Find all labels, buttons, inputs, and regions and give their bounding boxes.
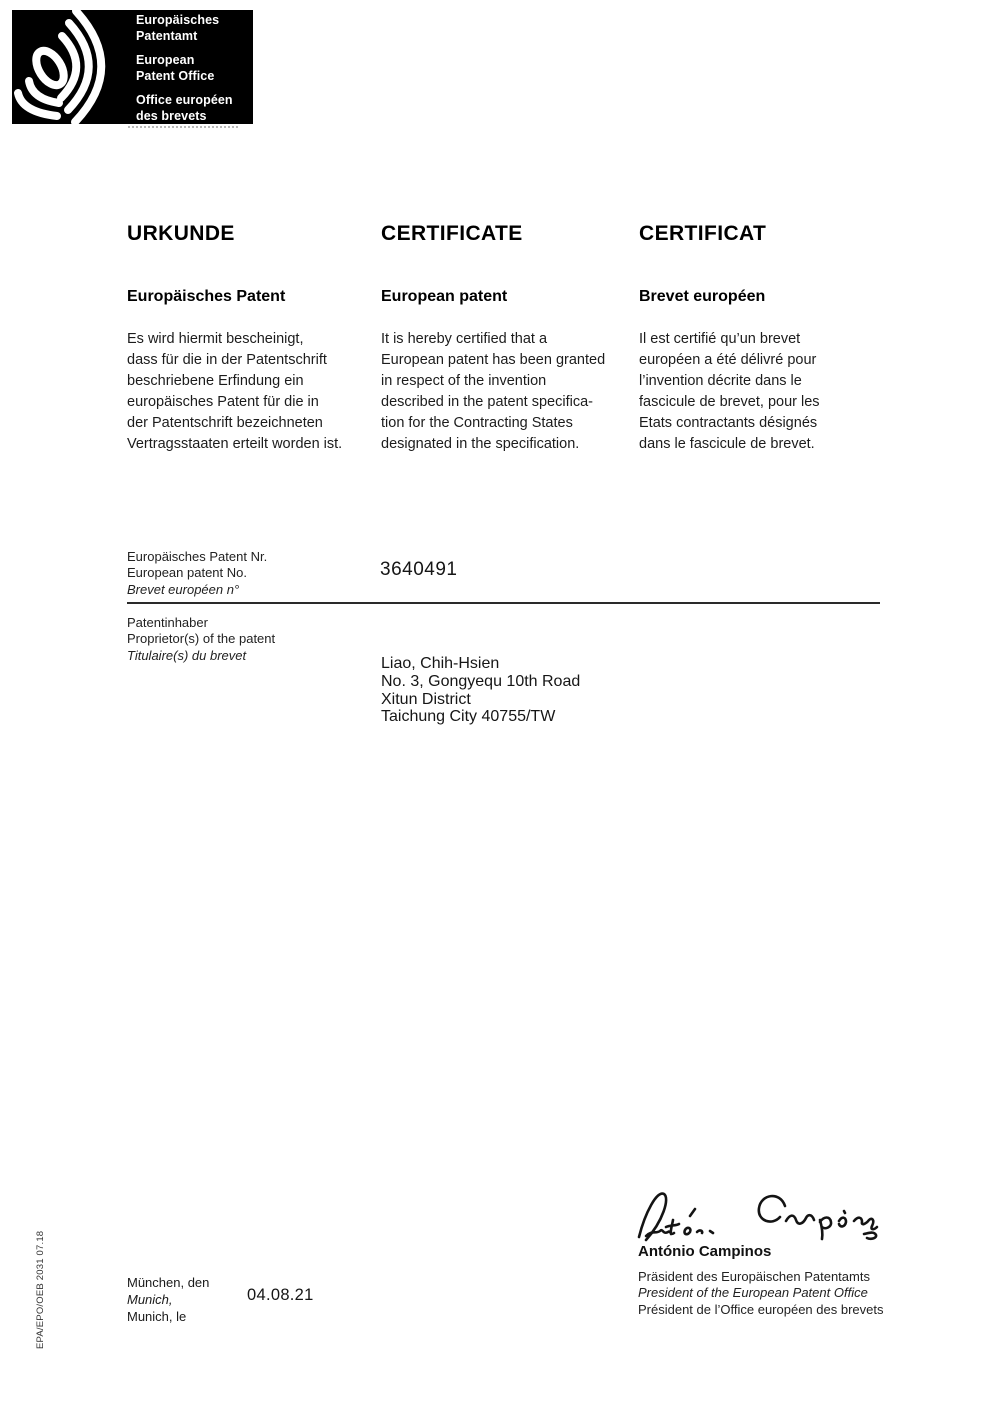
separator-rule (127, 602, 880, 604)
president-name: António Campinos (638, 1243, 772, 1260)
certification-text-english: It is hereby certified that a European patent has been granted in respect of the invention described in the patent specifica- tion for the Contracting States designated in the specification. (381, 331, 606, 452)
president-signature-image (633, 1186, 881, 1244)
form-code: EPA/EPO/OEB 2031 07.18 (35, 1230, 46, 1349)
patent-number-label-en: European patent No. (127, 565, 247, 581)
issue-date: 04.08.21 (247, 1286, 314, 1304)
issue-place-fr: Munich, le (127, 1309, 187, 1324)
epo-spiral-icon (12, 10, 132, 124)
patent-number-label (127, 549, 267, 598)
president-role-de: Präsident des Europäischen Patentamts (638, 1269, 870, 1284)
proprietor-label-de: Patentinhaber (127, 615, 208, 630)
issue-place-label (127, 1274, 209, 1325)
title-german: URKUNDE (127, 222, 235, 245)
subtitle-german: Europäisches Patent (127, 288, 286, 305)
proprietor-label-en: Proprietor(s) of the patent (127, 631, 276, 647)
president-role-fr: Président de l’Office européen des brevets (638, 1301, 884, 1317)
proprietor-address: Liao, Chih-Hsien No. 3, Gongyequ 10th Road Xitun District Taichung City 40755/TW (381, 655, 581, 726)
epo-logo-wordmark (136, 12, 233, 124)
issue-place-de: München, den (127, 1275, 210, 1290)
issue-place-en: Munich, (127, 1292, 173, 1307)
patent-number-label-de: Europäisches Patent Nr. (127, 549, 268, 564)
logo-text-german: Europäisches Patentamt (136, 13, 220, 43)
patent-number-label-fr: Brevet européen n° (127, 581, 240, 597)
logo-text-french: Office européen des brevets (136, 93, 233, 123)
logo-text-english: European Patent Office (136, 53, 215, 83)
subtitle-english: European patent (381, 288, 508, 305)
subtitle-french: Brevet européen (639, 288, 766, 305)
president-roles (638, 1269, 883, 1318)
certification-text-french: Il est certifié qu’un brevet européen a été délivré pour l’invention décrite dans le fascicule de brevet, pour les Etats contractants désignés dans le fascicule de brevet. (639, 331, 820, 452)
logo-fold-mark (128, 126, 238, 128)
title-french: CERTIFICAT (639, 222, 767, 245)
epo-logo-block (12, 10, 253, 124)
proprietor-label (127, 615, 275, 664)
proprietor-label-fr: Titulaire(s) du brevet (127, 647, 247, 663)
president-role-en: President of the European Patent Office (638, 1285, 868, 1301)
patent-number-value: 3640491 (380, 559, 458, 580)
title-english: CERTIFICATE (381, 222, 523, 245)
certification-text-german: Es wird hiermit bescheinigt, dass für die in der Patentschrift beschriebene Erfindung ein europäisches Patent für die in der Patentschrift bezeichneten Vertragsstaaten erteilt worden ist. (127, 331, 343, 452)
